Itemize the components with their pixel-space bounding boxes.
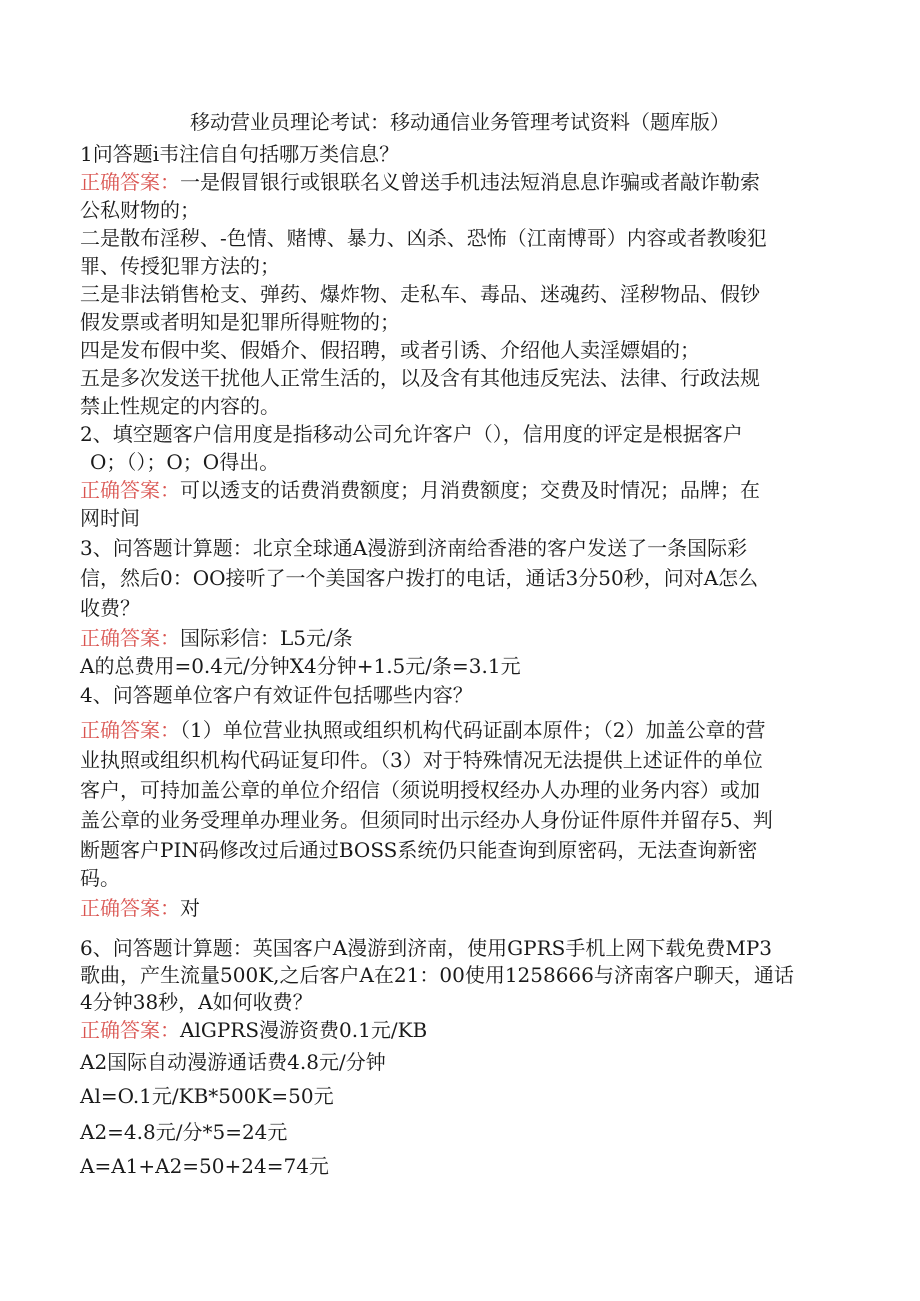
answer-1-line-5: 三是非法销售枪支、弹药、爆炸物、走私车、毒品、迷魂药、淫秽物品、假钞: [80, 282, 760, 306]
answer-4-text: （1）单位营业执照或组织机构代码证副本原件；（2）加盖公章的营: [180, 718, 766, 742]
question-6-line-1: 6、问答题计算题：英国客户A漫游到济南，使用GPRS手机上网下载免费MP3: [80, 936, 773, 960]
answer-5: [80, 894, 200, 922]
question-4: 4、问答题单位客户有效证件包括哪些内容？: [80, 683, 473, 707]
answer-1-line-7: 四是发布假中奖、假婚介、假招聘，或者引诱、介绍他人卖淫嫖娼的；: [80, 338, 700, 362]
answer-6-line-3: Al=O.1元/KB*500K=50元: [80, 1084, 334, 1108]
answer-6-line-5: A=A1+A2=50+24=74元: [80, 1154, 329, 1178]
answer-label: 正确答案：: [80, 170, 180, 194]
answer-3-line-2: A的总费用=0.4元/分钟X4分钟+1.5元/条=3.1元: [80, 654, 521, 678]
question-6-line-2: 歌曲，产生流量500K,之后客户A在21：00使用1258666与济南客户聊天，通话: [80, 963, 794, 987]
answer-5-text: 对: [180, 896, 200, 920]
answer-1-line-8: 五是多次发送干扰他人正常生活的，以及含有其他违反宪法、法律、行政法规: [80, 366, 760, 390]
answer-1-text: 一是假冒银行或银联名义曾送手机违法短消息息诈骗或者敲诈勒索: [180, 170, 760, 194]
question-3-line-1: 3、问答题计算题：北京全球通A漫游到济南给香港的客户发送了一条国际彩: [80, 536, 748, 560]
document-title: 移动营业员理论考试：移动通信业务管理考试资料（题库版）: [190, 110, 730, 134]
answer-4-line-5: 断题客户PIN码修改过后通过BOSS系统仍只能查询到原密码，无法查询新密: [80, 838, 758, 862]
answer-4-line-1: [80, 716, 765, 744]
answer-2-text: 可以透支的话费消费额度；月消费额度；交费及时情况；品牌；在: [180, 478, 760, 502]
question-3-line-3: 收费？: [80, 596, 140, 620]
answer-label: 正确答案：: [80, 626, 180, 650]
answer-4-line-2: 业执照或组织机构代码证复印件。（3）对于特殊情况无法提供上述证件的单位: [80, 748, 763, 772]
answer-6-line-1: [80, 1016, 427, 1044]
answer-4-line-6: 码。: [80, 866, 120, 890]
answer-1-line-6: 假发票或者明知是犯罪所得赃物的；: [80, 310, 400, 334]
answer-6-line-4: A2=4.8元/分*5=24元: [80, 1120, 288, 1144]
answer-4-line-4: 盖公章的业务受理单办理业务。但须同时出示经办人身份证件原件并留存5、判: [80, 808, 773, 832]
answer-label: 正确答案：: [80, 896, 180, 920]
answer-3-line-1: [80, 624, 353, 652]
answer-2-line-2: 网时间: [80, 506, 140, 530]
answer-3-text: 国际彩信：L5元/条: [180, 626, 353, 650]
question-2-line-2: O；（）；O；O得出。: [90, 450, 280, 474]
question-1: 1问答题i韦注信自句括哪万类信息？: [80, 142, 400, 166]
answer-1-line-9: 禁止性规定的内容的。: [80, 394, 280, 418]
answer-4-line-3: 客户，可持加盖公章的单位介绍信（须说明授权经办人办理的业务内容）或加: [80, 778, 760, 802]
answer-label: 正确答案：: [80, 478, 180, 502]
answer-1-line-2: 公私财物的；: [80, 198, 200, 222]
answer-6-line-2: A2国际自动漫游通话费4.8元/分钟: [80, 1050, 386, 1074]
question-3-line-2: 信，然后0：OO接听了一个美国客户拨打的电话，通话3分50秒，问对A怎么: [80, 566, 759, 590]
answer-1-line-3: 二是散布淫秽、-色情、赌博、暴力、凶杀、恐怖（江南博哥）内容或者教唆犯: [80, 226, 767, 250]
answer-label: 正确答案：: [80, 1018, 180, 1042]
answer-6-text: AlGPRS漫游资费0.1元/KB: [180, 1018, 428, 1042]
answer-1-line-4: 罪、传授犯罪方法的；: [80, 254, 280, 278]
answer-1-line-1: [80, 168, 760, 196]
answer-2-line-1: [80, 476, 760, 504]
question-2-line-1: 2、填空题客户信用度是指移动公司允许客户（），信用度的评定是根据客户: [80, 422, 743, 446]
answer-label: 正确答案：: [80, 718, 180, 742]
question-6-line-3: 4分钟38秒，A如何收费？: [80, 990, 313, 1014]
